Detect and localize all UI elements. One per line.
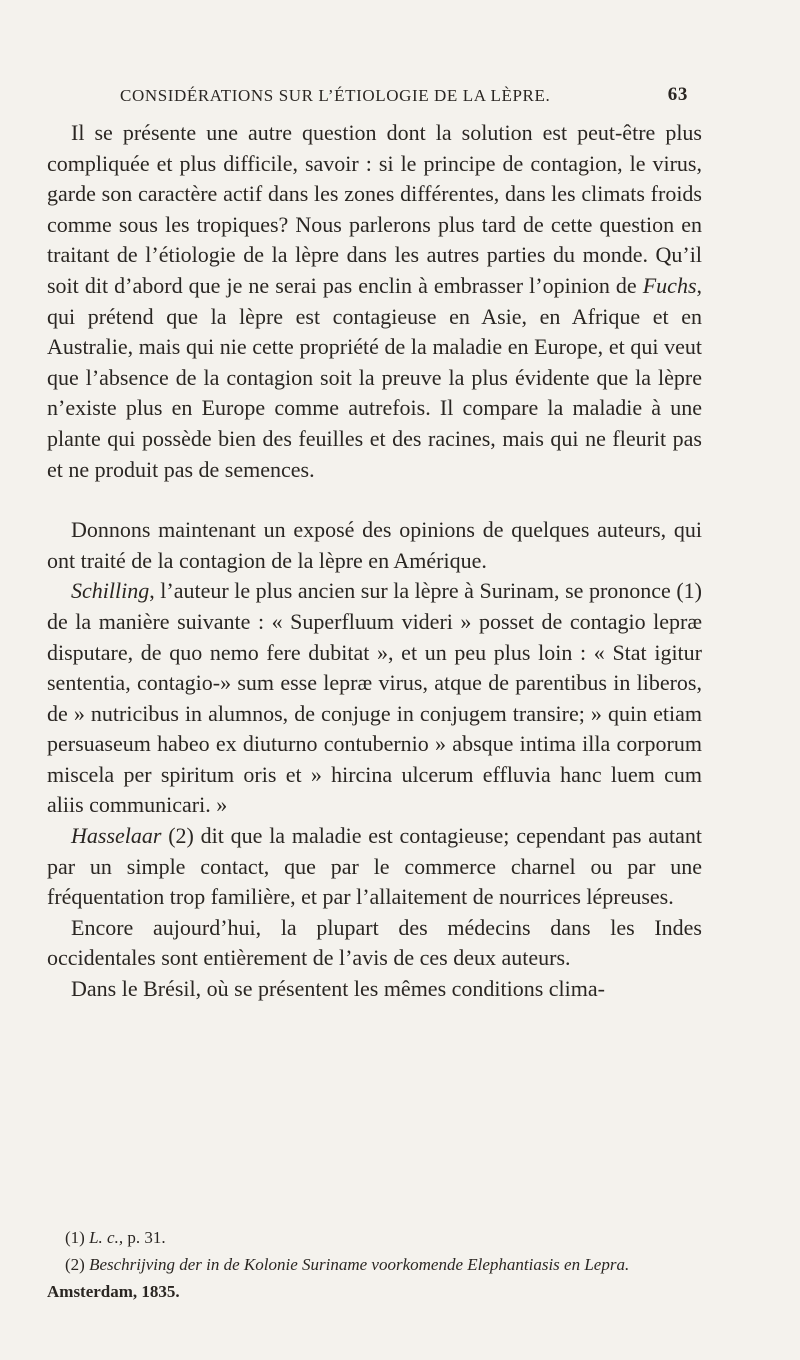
paragraph	[47, 515, 702, 576]
italic-text: L. c.,	[89, 1228, 124, 1247]
footnote	[47, 1224, 702, 1251]
italic-text: Hasselaar	[71, 823, 162, 849]
body-text	[47, 118, 702, 1005]
page-number: 63	[667, 84, 688, 105]
text-run: (2)	[65, 1255, 90, 1274]
running-head	[120, 84, 688, 106]
footnotes	[47, 1224, 702, 1305]
text-run: Il se présente une autre question dont la solution est peut-être plus compliquée et plus difficile, savoir : si le principe de contagion, le virus, garde son caractère actif dans les zones différentes, dans les climats froids comme sous les tropiques? Nous parlerons plus tard de cette question en traitant de l’étiologie de la lèpre dans les autres parties du monde. Qu’il soit dit d’abord que je ne serai pas enclin à embrasser l’opinion de	[47, 120, 702, 298]
text-run: Amsterdam, 1835.	[47, 1282, 180, 1301]
italic-text: Fuchs	[642, 272, 697, 298]
text-run: Donnons maintenant un exposé des opinions de quelques auteurs, qui ont traité de la contagion de la lèpre en Amérique.	[47, 517, 702, 573]
paragraph	[47, 913, 702, 974]
text-run: , l’auteur le plus ancien sur la lèpre à Surinam, se prononce (1) de la manière suivante : « Superfluum videri » posset de contagio lepræ disputare, de quo nemo fere dubitat », et un peu plus loin : « Stat igitur sententia, contagio-» sum esse lepræ virus, atque de parentibus in liberos, de » nutricibus in alumnos, de conjuge in conjugem transire; » quin etiam persuaseum habeo ex diuturno contubernio » absque intima illa corporum miscela per spiritum oris et » hircina ulcerum effluvia hanc luem cum aliis communicari. »	[47, 578, 702, 818]
paragraph	[47, 974, 702, 1005]
text-run: Encore aujourd’hui, la plupart des médecins dans les Indes occidentales sont entièrement de l’avis de ces deux auteurs.	[47, 914, 702, 971]
running-title: CONSIDÉRATIONS SUR L’ÉTIOLOGIE DE LA LÈPRE.	[120, 86, 551, 105]
text-run: (2) dit que la maladie est contagieuse; cependant pas autant par un simple contact, que par le commerce charnel ou par une fréquentation trop familière, et par l’allaitement de nourrices lépreuses.	[47, 823, 702, 910]
italic-text: Beschrijving der in de Kolonie Suriname voorkomende Elephantiasis en Lepra.	[89, 1255, 630, 1274]
paragraph	[47, 576, 702, 821]
footnote	[47, 1251, 702, 1305]
paragraph	[47, 118, 702, 485]
paragraph	[47, 821, 702, 913]
text-run: (1)	[65, 1228, 90, 1247]
text-run: p. 31.	[123, 1228, 166, 1247]
italic-text: Schilling	[71, 578, 150, 604]
text-run: , qui prétend que la lèpre est contagieuse en Asie, en Afrique et en Australie, mais qui nie cette propriété de la maladie en Europe, et qui veut que l’absence de la contagion soit la preuve la plus évidente que la lèpre n’existe plus en Europe comme autrefois. Il compare la maladie à une plante qui possède bien des feuilles et des racines, mais qui ne fleurit pas et ne produit pas de semences.	[47, 272, 702, 482]
text-run: Dans le Brésil, où se présentent les mêmes conditions clima-	[71, 976, 605, 1002]
